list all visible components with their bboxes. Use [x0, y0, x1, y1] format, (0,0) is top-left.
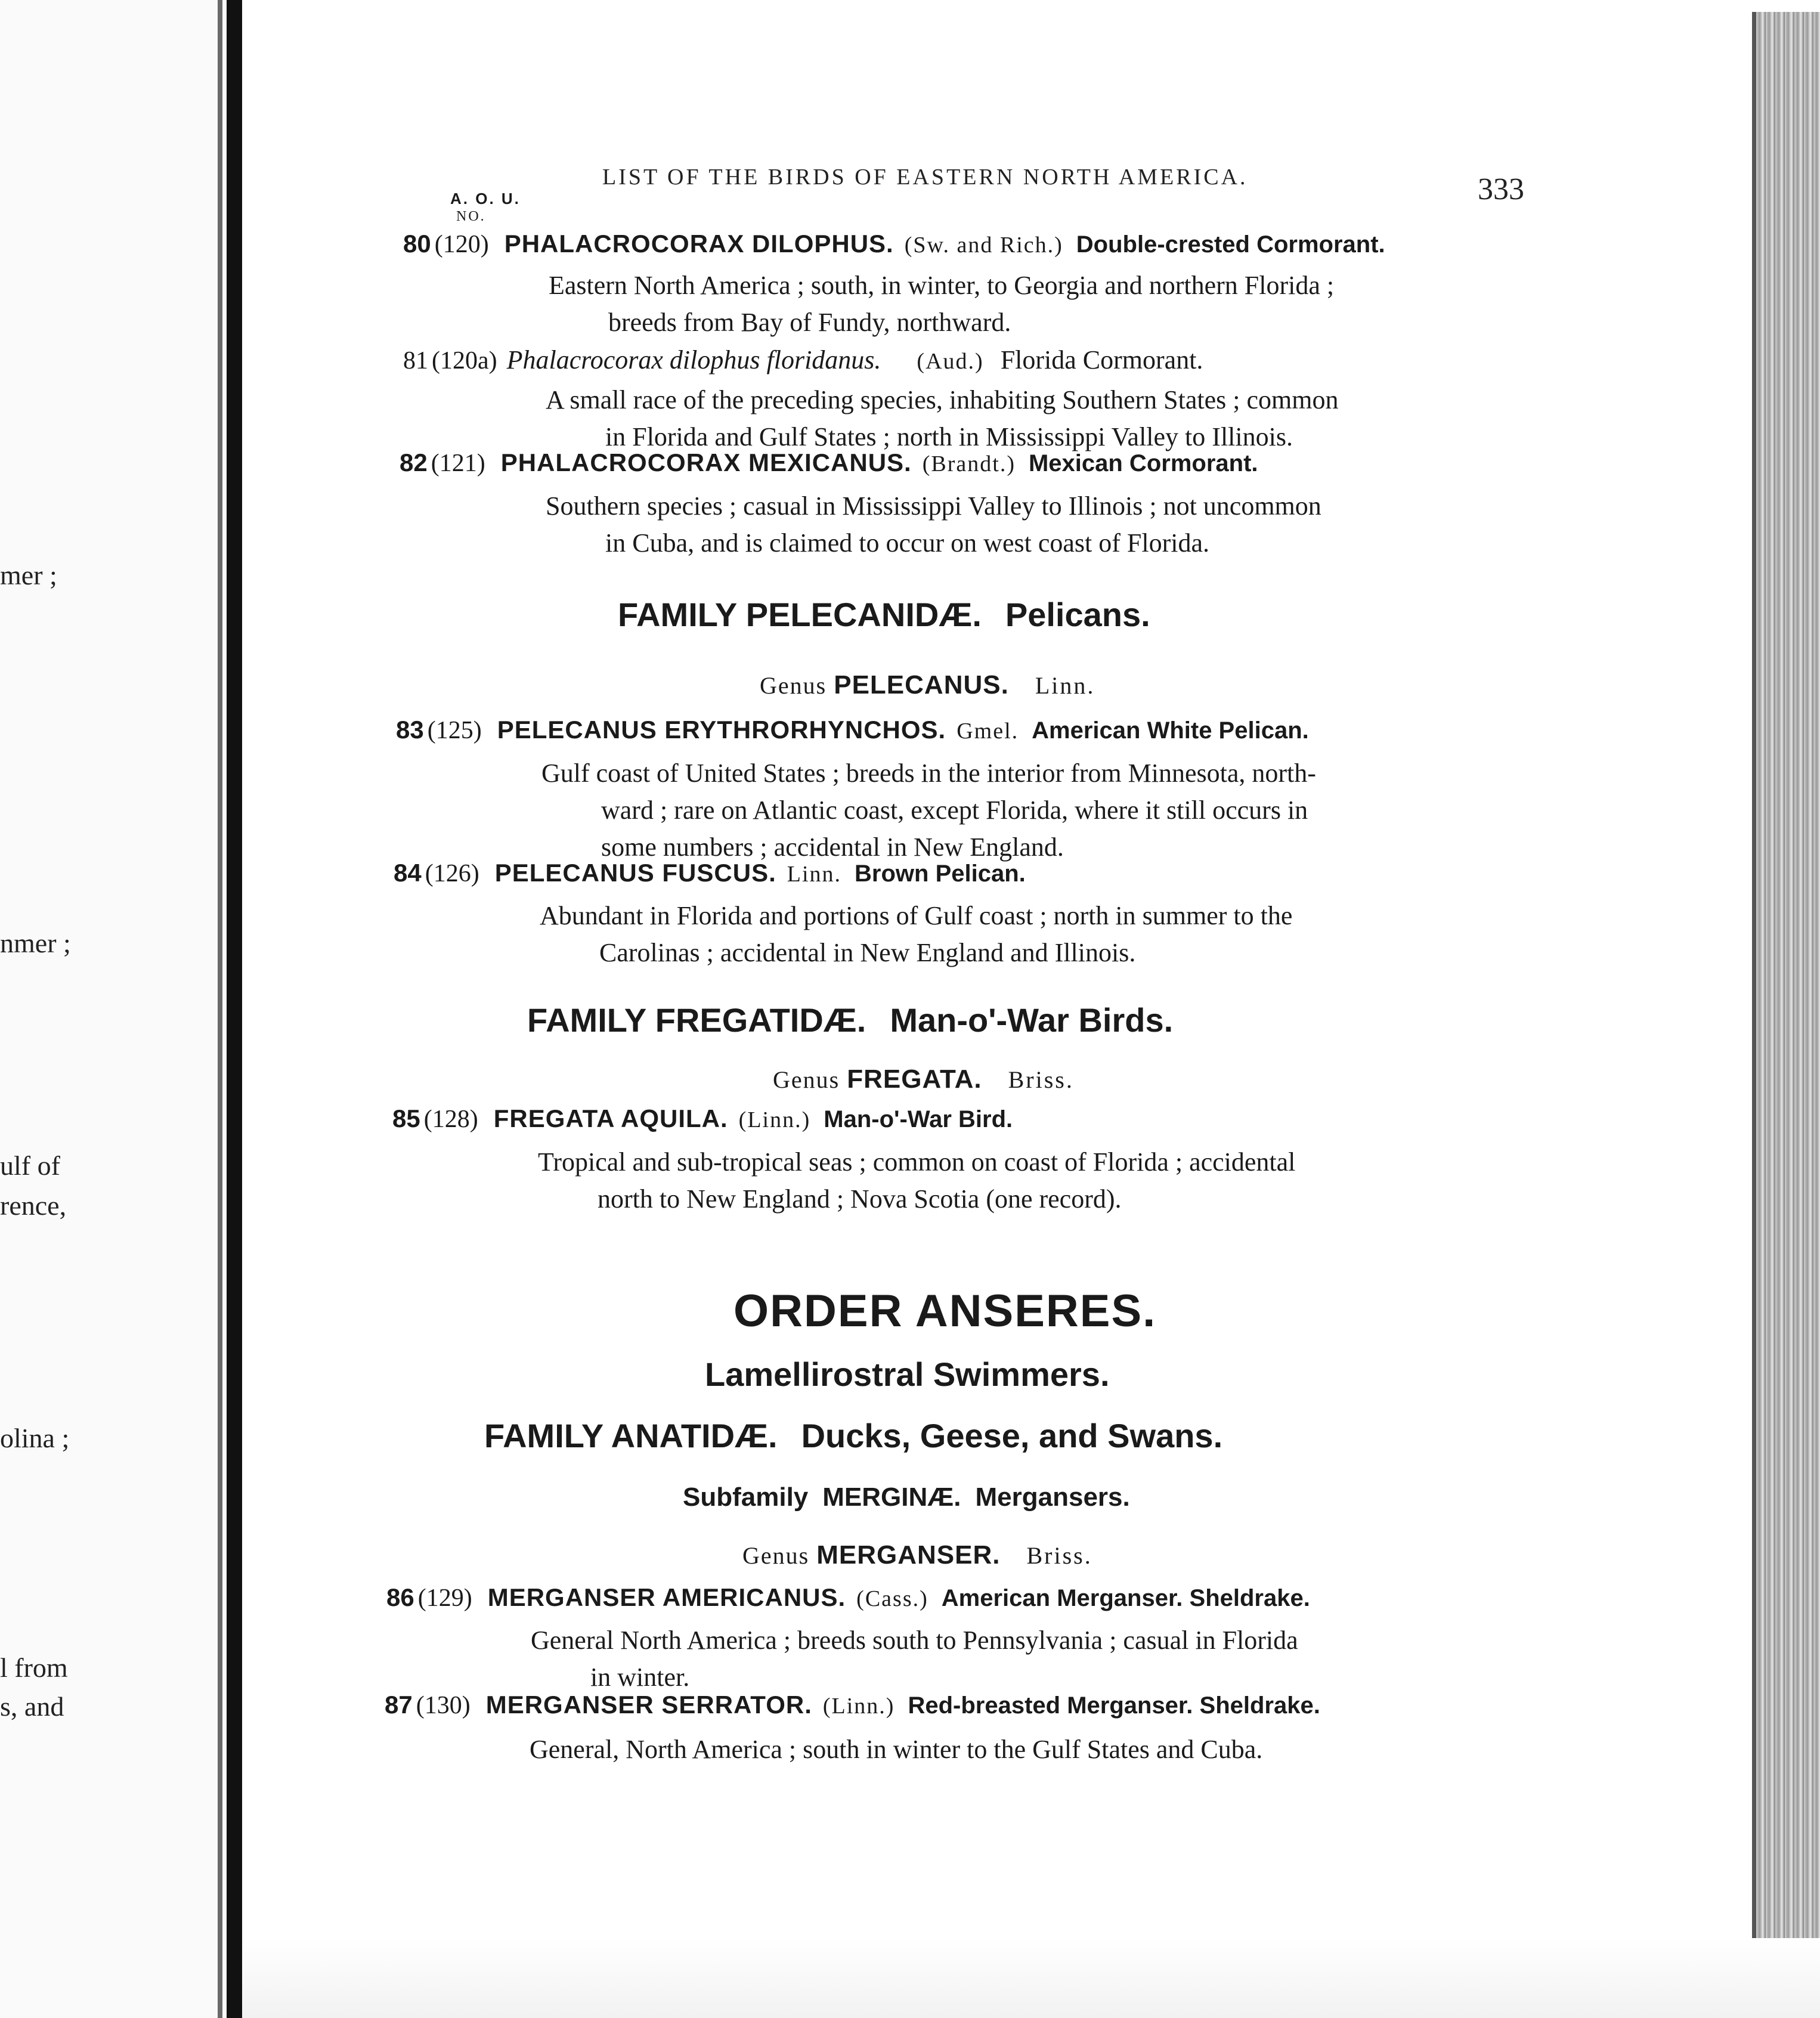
entry-number: 84 — [394, 859, 422, 887]
description-line: in Cuba, and is claimed to occur on west coast of Florida. — [605, 528, 1209, 558]
species-description — [546, 488, 1321, 562]
species-description — [530, 1731, 1262, 1768]
common-name: Man-o'-War Bird. — [824, 1106, 1013, 1132]
aou-number: (121) — [431, 450, 485, 477]
description-line: some numbers ; accidental in New England. — [601, 832, 1064, 862]
author: Gmel. — [957, 719, 1019, 744]
genus-author: Linn. — [1035, 672, 1095, 699]
species-entry-header — [385, 1691, 1320, 1720]
common-name: Brown Pelican. — [855, 861, 1026, 887]
species-entry-header — [403, 345, 1203, 375]
description-line: Abundant in Florida and portions of Gulf coast ; north in summer to the — [540, 901, 1293, 930]
author: (Linn.) — [738, 1107, 811, 1132]
aou-number: (126) — [425, 860, 479, 887]
description-line: General, North America ; south in winter to the Gulf States and Cuba. — [530, 1735, 1263, 1764]
order-heading: ORDER ANSERES. — [733, 1286, 1157, 1336]
scientific-name: Phalacrocorax dilophus floridanus. — [506, 345, 881, 374]
genus-heading — [742, 1540, 1092, 1570]
common-name: Mexican Cormorant. — [1028, 450, 1258, 476]
species-description — [531, 1622, 1298, 1696]
scientific-name: PELECANUS FUSCUS. — [494, 859, 776, 887]
subfamily-heading — [683, 1482, 1130, 1512]
species-entry-header — [392, 1104, 1013, 1134]
family-name: FAMILY FREGATIDÆ. — [527, 1001, 866, 1039]
species-entry-header — [386, 1583, 1310, 1612]
description-line: in Florida and Gulf States ; north in Mississippi Valley to Illinois. — [605, 422, 1293, 451]
family-name: FAMILY PELECANIDÆ. — [618, 596, 982, 633]
species-description — [541, 755, 1316, 866]
description-line: Carolinas ; accidental in New England and Illinois. — [599, 938, 1136, 967]
family-heading — [527, 1001, 1173, 1039]
subfamily-label: Subfamily — [683, 1482, 809, 1512]
genus-label: Genus — [773, 1066, 840, 1093]
entry-number: 80 — [403, 230, 431, 258]
left-page-fragment: olina ; — [0, 1423, 70, 1453]
species-entry-header — [394, 859, 1026, 888]
page-stack-edge — [1756, 12, 1820, 1938]
left-page-fragment: mer ; — [0, 560, 57, 590]
entry-number: 86 — [386, 1583, 414, 1611]
description-line: Eastern North America ; south, in winter, to Georgia and northern Florida ; — [549, 271, 1335, 300]
family-heading — [618, 595, 1150, 634]
description-line: General North America ; breeds south to Pennsylvania ; casual in Florida — [531, 1626, 1298, 1655]
page-bottom — [242, 1938, 1820, 2018]
gutter-line — [218, 0, 222, 2018]
page-number: 333 — [1478, 172, 1524, 206]
running-header: LIST OF THE BIRDS OF EASTERN NORTH AMERICA. — [602, 165, 1248, 190]
genus-heading — [760, 670, 1095, 700]
genus-label: Genus — [742, 1542, 810, 1569]
book-gutter — [227, 0, 242, 2018]
scientific-name: MERGANSER SERRATOR. — [485, 1691, 812, 1719]
species-description — [540, 897, 1292, 971]
aou-column-sublabel: NO. — [456, 209, 486, 224]
family-common-name: Ducks, Geese, and Swans. — [801, 1417, 1223, 1454]
common-name: Double-crested Cormorant. — [1076, 231, 1385, 258]
entry-number: 81 — [403, 347, 428, 374]
description-line: A small race of the preceding species, inhabiting Southern States ; common — [546, 385, 1339, 414]
author: (Linn.) — [822, 1694, 895, 1719]
author: (Aud.) — [917, 349, 984, 374]
aou-number: (129) — [417, 1584, 472, 1612]
aou-column-label: A. O. U. — [450, 190, 521, 208]
left-page-fragment: ulf of — [0, 1150, 60, 1181]
left-page-fragment: rence, — [0, 1190, 67, 1221]
species-description — [546, 382, 1338, 456]
genus-label: Genus — [760, 672, 827, 699]
author: (Sw. and Rich.) — [904, 233, 1063, 258]
family-common-name: Man-o'-War Birds. — [890, 1001, 1174, 1039]
left-page-fragment: nmer ; — [0, 928, 71, 958]
author: (Brandt.) — [922, 451, 1016, 476]
scientific-name: PELECANUS ERYTHRORHYNCHOS. — [497, 716, 946, 744]
genus-author: Briss. — [1008, 1066, 1074, 1093]
genus-name: MERGANSER. — [816, 1540, 1001, 1570]
family-name: FAMILY ANATIDÆ. — [484, 1417, 778, 1454]
author: Linn. — [787, 862, 842, 887]
family-common-name: Pelicans. — [1005, 596, 1150, 633]
common-name: Red-breasted Merganser. Sheldrake. — [908, 1692, 1320, 1719]
left-page-fragment: l from — [0, 1652, 68, 1683]
aou-number: (120) — [434, 231, 489, 258]
description-line: north to New England ; Nova Scotia (one record). — [598, 1184, 1122, 1214]
entry-number: 83 — [396, 716, 424, 744]
scientific-name: PHALACROCORAX DILOPHUS. — [504, 230, 894, 258]
subfamily-name: MERGINÆ. — [822, 1482, 961, 1512]
scientific-name: PHALACROCORAX MEXICANUS. — [500, 448, 912, 476]
entry-number: 82 — [400, 448, 428, 476]
entry-number: 85 — [392, 1104, 420, 1132]
entry-number: 87 — [385, 1691, 413, 1719]
genus-author: Briss. — [1026, 1542, 1092, 1569]
species-description — [538, 1144, 1295, 1218]
aou-number: (120a) — [432, 347, 497, 374]
scientific-name: MERGANSER AMERICANUS. — [487, 1583, 846, 1611]
common-name: American White Pelican. — [1032, 717, 1309, 744]
description-line: ward ; rare on Atlantic coast, except Florida, where it still occurs in — [601, 796, 1308, 825]
description-line: Gulf coast of United States ; breeds in the interior from Minnesota, north- — [541, 759, 1316, 788]
subfamily-common-name: Mergansers. — [975, 1482, 1130, 1512]
aou-number: (128) — [423, 1106, 478, 1133]
genus-name: FREGATA. — [847, 1064, 982, 1094]
family-heading — [484, 1416, 1222, 1455]
scientific-name: FREGATA AQUILA. — [493, 1104, 728, 1132]
description-line: in winter. — [590, 1663, 690, 1692]
description-line: Tropical and sub-tropical seas ; common on coast of Florida ; accidental — [538, 1147, 1296, 1177]
genus-heading — [773, 1064, 1074, 1094]
suborder-heading: Lamellirostral Swimmers. — [705, 1355, 1110, 1393]
left-page-fragment: s, and — [0, 1691, 64, 1722]
species-entry-header — [400, 448, 1258, 478]
species-description — [549, 267, 1334, 341]
common-name: Florida Cormorant. — [1000, 345, 1203, 374]
species-entry-header — [403, 230, 1385, 259]
aou-number: (125) — [427, 717, 482, 744]
description-line: breeds from Bay of Fundy, northward. — [608, 308, 1011, 337]
genus-name: PELECANUS. — [834, 670, 1009, 700]
common-name: American Merganser. Sheldrake. — [941, 1585, 1310, 1611]
aou-number: (130) — [416, 1692, 471, 1719]
description-line: Southern species ; casual in Mississippi Valley to Illinois ; not uncommon — [546, 491, 1321, 521]
species-entry-header — [396, 716, 1309, 745]
author: (Cass.) — [856, 1586, 928, 1611]
